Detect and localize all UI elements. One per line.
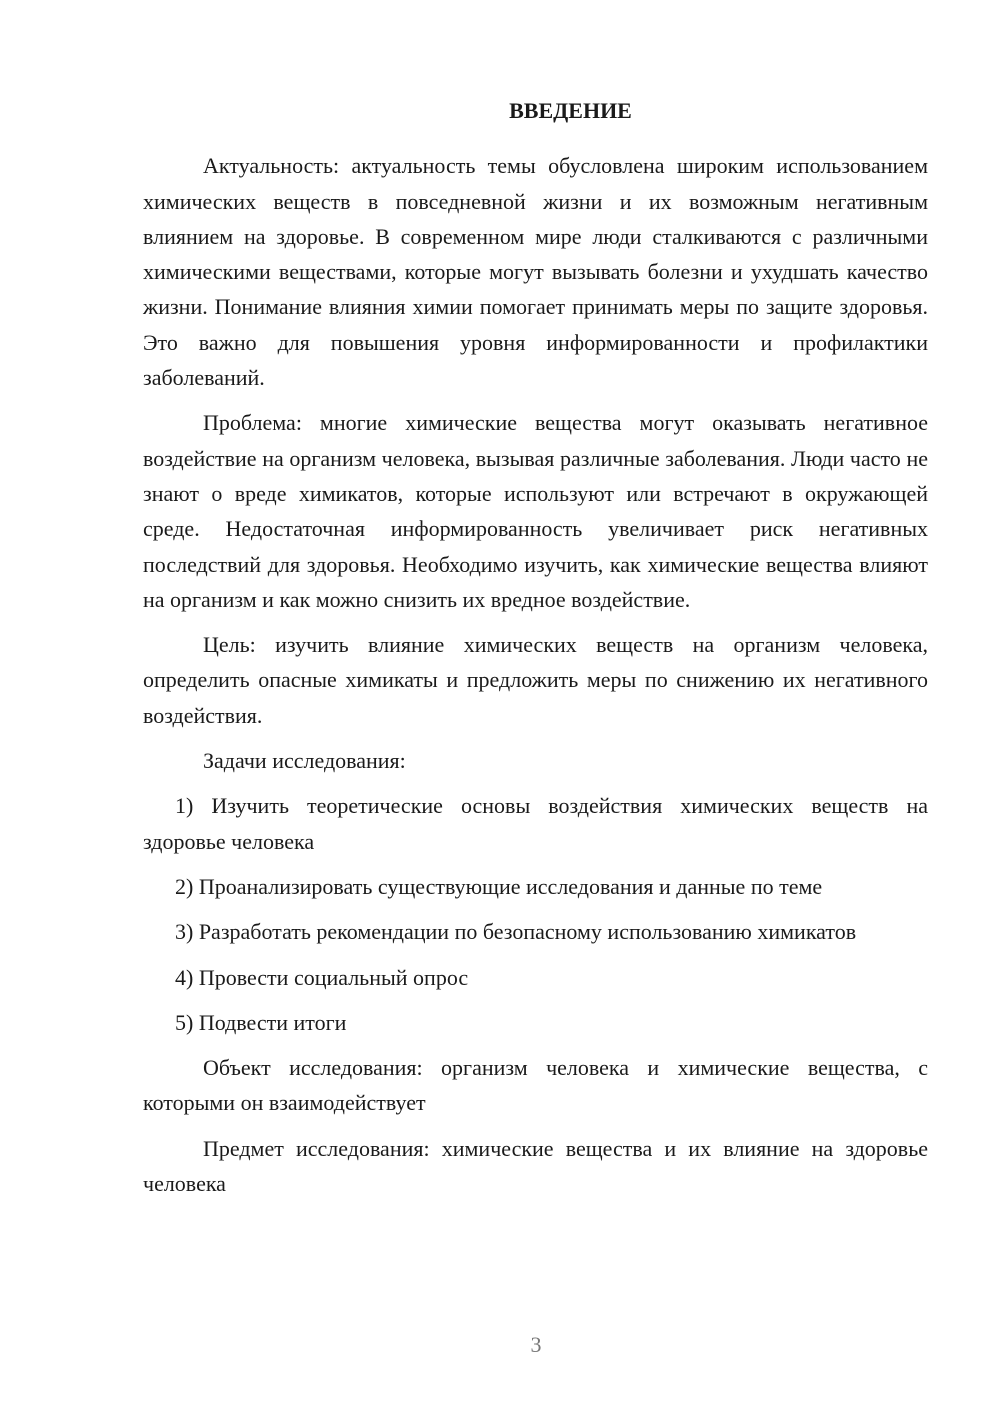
page-content bbox=[143, 93, 928, 1201]
paragraph-problem: Проблема: многие химические вещества могут оказывать негативное воздействие на организм человека, вызывая различные заболевания. Люди часто не знают о вреде химикатов, которые используют или встречают в окружающей среде. Недостаточная информированность увеличивает риск негативных последствий для здоровья. Необходимо изучить, как химические вещества влияют на организм и как можно снизить их вредное воздействие. bbox=[143, 410, 928, 612]
paragraph-relevance: Актуальность: актуальность темы обусловлена широким использованием химических веществ в повседневной жизни и их возможным негативным влиянием на здоровье. В современном мире люди сталкиваются с различными химическими веществами, которые могут вызывать болезни и ухудшать качество жизни. Понимание влияния химии помогает принимать меры по защите здоровья. Это важно для повышения уровня информированности и профилактики заболеваний. bbox=[143, 153, 928, 391]
paragraph-subject: Предмет исследования: химические вещества и их влияние на здоровье человека bbox=[143, 1135, 928, 1197]
section-title bbox=[143, 93, 928, 128]
task-item-1: 1) Изучить теоретические основы воздействия химических веществ на здоровье человека bbox=[143, 793, 928, 854]
tasks-heading: Задачи исследования: bbox=[203, 748, 406, 774]
task-item-5: 5) Подвести итоги bbox=[175, 1009, 347, 1035]
task-item-4: 4) Провести социальный опрос bbox=[175, 964, 469, 990]
section-title-text: ВВЕДЕНИЕ bbox=[509, 98, 632, 123]
paragraph-goal: Цель: изучить влияние химических веществ на организм человека, определить опасные химикаты и предложить меры по снижению их негативного воздействия. bbox=[143, 632, 928, 728]
paragraph-object: Объект исследования: организм человека и химические вещества, с которыми он взаимодействует bbox=[143, 1055, 928, 1116]
page-number: 3 bbox=[530, 1332, 542, 1357]
task-item-3: 3) Разработать рекомендации по безопасному использованию химикатов bbox=[175, 919, 857, 945]
task-item-2: 2) Проанализировать существующие исследования и данные по теме bbox=[175, 873, 823, 899]
